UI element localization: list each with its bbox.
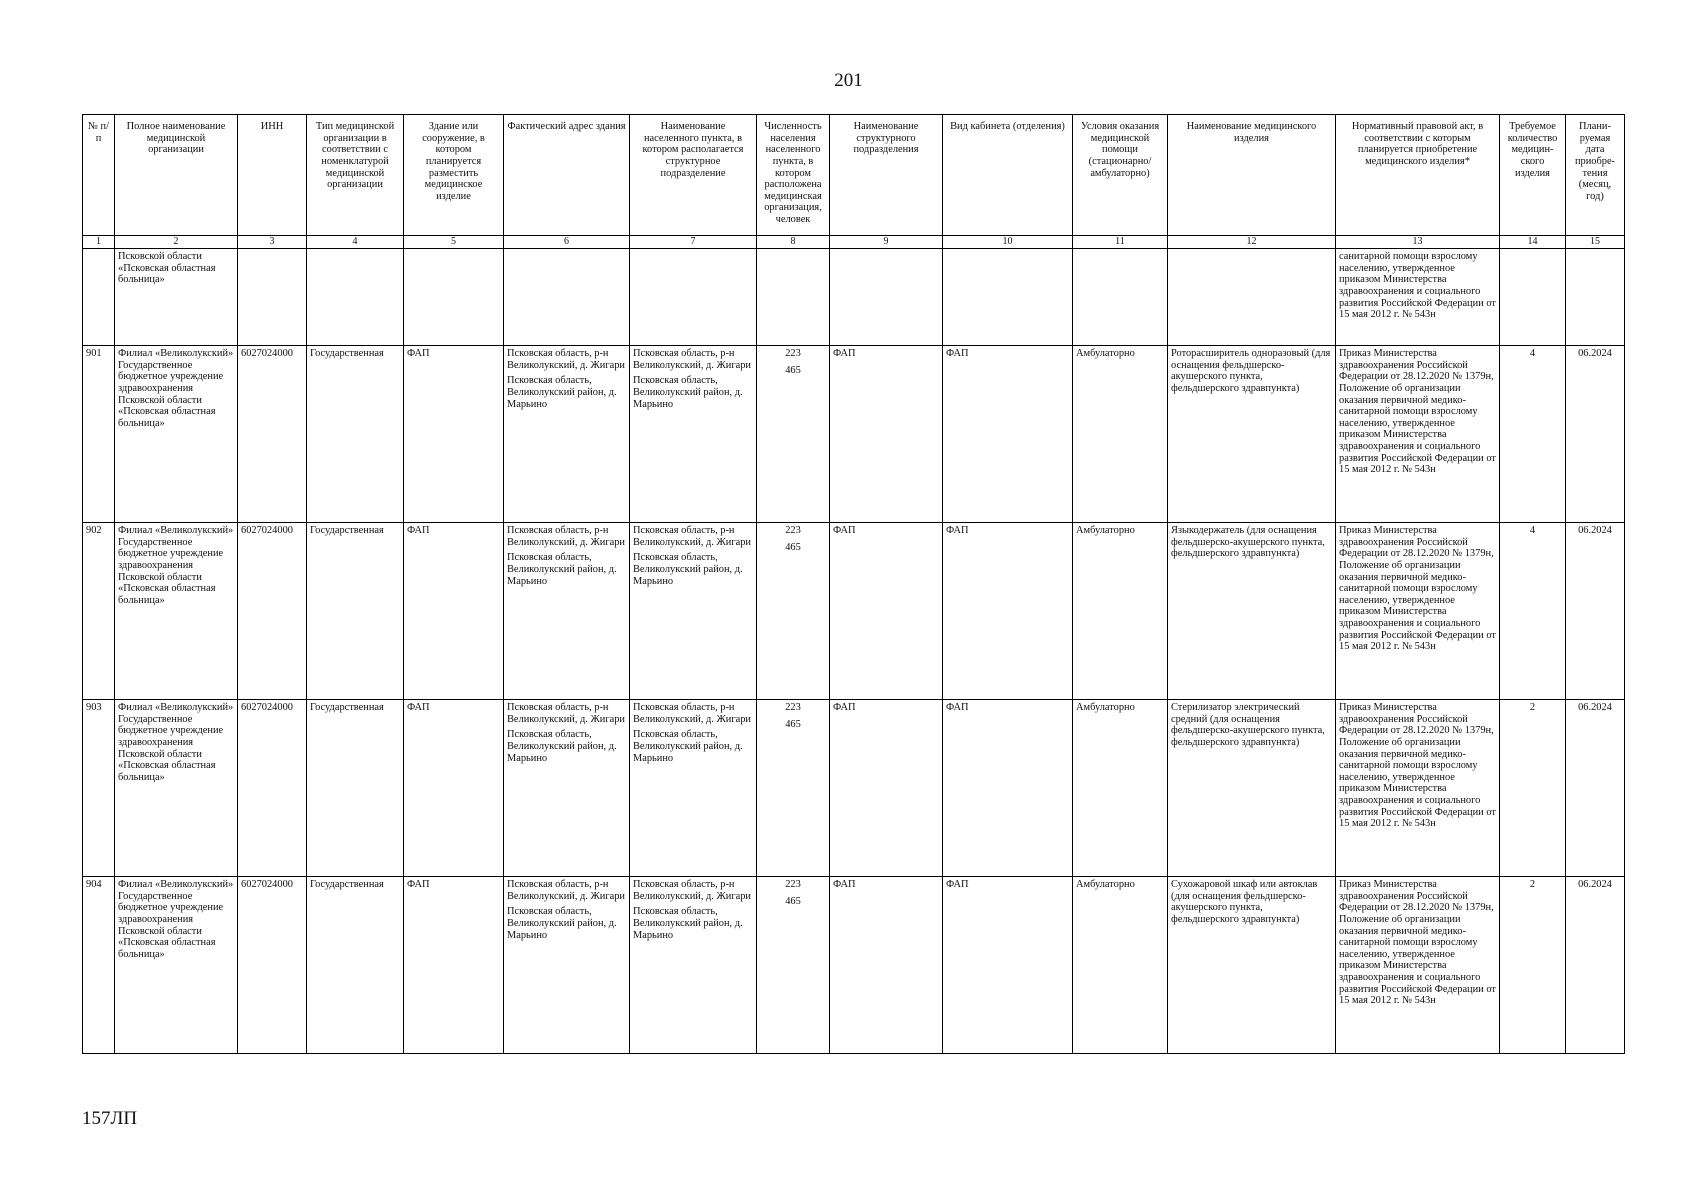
- table-row: [83, 700, 1625, 877]
- type-cell: Государственная: [307, 700, 404, 877]
- column-number: 14: [1500, 236, 1566, 249]
- conditions-cell: Амбулаторно: [1073, 877, 1168, 1054]
- quantity-cell: 2: [1500, 877, 1566, 1054]
- org-cell: Псковской области «Псковская областная больница»: [115, 249, 238, 346]
- act-cell: Приказ Министерства здравоохранения Российской Федерации от 28.12.2020 № 1379н, Положение об организации оказания первичной медико-санитарной помощи взрослому населению, утвержденное приказом Министерства здравоохранения и социального развития Российской Федерации от 15 мая 2012 г. № 543н: [1336, 877, 1500, 1054]
- act-cell: Приказ Министерства здравоохранения Российской Федерации от 28.12.2020 № 1379н, Положение об организации оказания первичной медико-санитарной помощи взрослому населению, утвержденное приказом Министерства здравоохранения и социального развития Российской Федерации от 15 мая 2012 г. № 543н: [1336, 523, 1500, 700]
- column-number: 4: [307, 236, 404, 249]
- inn-cell: 6027024000: [238, 877, 307, 1054]
- population-value: 465: [785, 364, 801, 376]
- building-cell: ФАП: [404, 346, 504, 523]
- locality-cell: [630, 346, 757, 523]
- population-value: 465: [785, 895, 801, 907]
- header-cell: Здание или сооружение, в котором планируется разместить медицинское изделие: [404, 115, 504, 236]
- header-cell: Численность населения населенного пункта, в котором расположена медицинская организация, человек: [757, 115, 830, 236]
- type-cell: Государственная: [307, 523, 404, 700]
- header-cell: Полное наименование медицинской организации: [115, 115, 238, 236]
- locality-line: Псковская область, р-н Великолукский, д. Жигари: [633, 702, 751, 725]
- address-cell: [504, 523, 630, 700]
- locality-cell: [630, 700, 757, 877]
- conditions-cell: Амбулаторно: [1073, 523, 1168, 700]
- quantity-cell: 2: [1500, 700, 1566, 877]
- header-cell: Условия оказания медицинской помощи (стационарно/ амбулаторно): [1073, 115, 1168, 236]
- locality-line: Псковская область, р-н Великолукский, д. Жигари: [633, 348, 751, 371]
- equipment-table: [82, 114, 1625, 1054]
- header-cell: Нормативный правовой акт, в соответствии с которым планируется приобретение медицинского изделия*: [1336, 115, 1500, 236]
- building-cell: ФАП: [404, 700, 504, 877]
- unit-cell: ФАП: [830, 346, 943, 523]
- table-row: [83, 523, 1625, 700]
- column-number: 13: [1336, 236, 1500, 249]
- header-cell: Тип медицинской организации в соответствии с номенклатурой медицинской организации: [307, 115, 404, 236]
- unit-cell: ФАП: [830, 523, 943, 700]
- unit-cell: ФАП: [830, 877, 943, 1054]
- column-number: 10: [943, 236, 1073, 249]
- device-cell: Сухожаровой шкаф или автоклав (для оснащения фельдшерско-акушерского пункта, фельдшерского здравпункта): [1168, 877, 1336, 1054]
- header-cell: Наименование структурного подразделения: [830, 115, 943, 236]
- continuation-row: [83, 249, 1625, 346]
- document-code: 157ЛП: [82, 1108, 138, 1129]
- type-cell: Государственная: [307, 877, 404, 1054]
- org-cell: Филиал «Великолукский» Государственное бюджетное учреждение здравоохранения Псковской области «Псковская областная больница»: [115, 346, 238, 523]
- org-cell: Филиал «Великолукский» Государственное бюджетное учреждение здравоохранения Псковской области «Псковская областная больница»: [115, 877, 238, 1054]
- population-cell: [757, 877, 830, 1054]
- address-line: Псковская область, р-н Великолукский, д. Жигари: [507, 879, 625, 902]
- type-cell: Государственная: [307, 346, 404, 523]
- row-number: 901: [83, 346, 115, 523]
- header-cell: Плани-руемая дата приобре-тения (месяц, год): [1566, 115, 1625, 236]
- device-cell: Стерилизатор электрический средний (для оснащения фельдшерско-акушерского пункта, фельдшерского здравпункта): [1168, 700, 1336, 877]
- address-cell: [504, 700, 630, 877]
- population-value: 223: [785, 879, 801, 890]
- act-cell: санитарной помощи взрослому населению, утвержденное приказом Министерства здравоохранения и социального развития Российской Федерации от 15 мая 2012 г. № 543н: [1336, 249, 1500, 346]
- column-number: 11: [1073, 236, 1168, 249]
- device-cell: Роторасширитель одноразовый (для оснащения фельдшерско-акушерского пункта, фельдшерского здравпункта): [1168, 346, 1336, 523]
- locality-line: Псковская область, Великолукский район, д. Марьино: [633, 729, 743, 764]
- conditions-cell: Амбулаторно: [1073, 346, 1168, 523]
- header-cell: Наименование населенного пункта, в котором располагается структурное подразделение: [630, 115, 757, 236]
- row-number: 903: [83, 700, 115, 877]
- column-number: 7: [630, 236, 757, 249]
- locality-line: Псковская область, Великолукский район, д. Марьино: [633, 906, 743, 941]
- date-cell: 06.2024: [1566, 346, 1625, 523]
- population-value: 465: [785, 718, 801, 730]
- device-cell: Языкодержатель (для оснащения фельдшерско-акушерского пункта, фельдшерского здравпункта): [1168, 523, 1336, 700]
- locality-line: Псковская область, р-н Великолукский, д. Жигари: [633, 525, 751, 548]
- date-cell: 06.2024: [1566, 700, 1625, 877]
- address-line: Псковская область, р-н Великолукский, д. Жигари: [507, 525, 625, 548]
- cabinet-cell: ФАП: [943, 523, 1073, 700]
- address-line: Псковская область, Великолукский район, д. Марьино: [507, 906, 617, 941]
- header-cell: Наименование медицинского изделия: [1168, 115, 1336, 236]
- quantity-cell: 4: [1500, 523, 1566, 700]
- header-row: [83, 115, 1625, 236]
- population-cell: [757, 346, 830, 523]
- header-cell: № п/п: [83, 115, 115, 236]
- column-number: 3: [238, 236, 307, 249]
- header-cell: Требуемое количество медицин-ского изделия: [1500, 115, 1566, 236]
- header-cell: Фактический адрес здания: [504, 115, 630, 236]
- locality-cell: [630, 523, 757, 700]
- date-cell: 06.2024: [1566, 877, 1625, 1054]
- building-cell: ФАП: [404, 523, 504, 700]
- population-cell: [757, 700, 830, 877]
- table-row: [83, 877, 1625, 1054]
- column-number: 15: [1566, 236, 1625, 249]
- quantity-cell: 4: [1500, 346, 1566, 523]
- row-number: 902: [83, 523, 115, 700]
- locality-line: Псковская область, р-н Великолукский, д. Жигари: [633, 879, 751, 902]
- cabinet-cell: ФАП: [943, 346, 1073, 523]
- building-cell: ФАП: [404, 877, 504, 1054]
- address-line: Псковская область, р-н Великолукский, д. Жигари: [507, 702, 625, 725]
- column-number: 9: [830, 236, 943, 249]
- address-cell: [504, 877, 630, 1054]
- cabinet-cell: ФАП: [943, 877, 1073, 1054]
- address-cell: [504, 346, 630, 523]
- org-cell: Филиал «Великолукский» Государственное бюджетное учреждение здравоохранения Псковской области «Псковская областная больница»: [115, 700, 238, 877]
- act-cell: Приказ Министерства здравоохранения Российской Федерации от 28.12.2020 № 1379н, Положение об организации оказания первичной медико-санитарной помощи взрослому населению, утвержденное приказом Министерства здравоохранения и социального развития Российской Федерации от 15 мая 2012 г. № 543н: [1336, 700, 1500, 877]
- conditions-cell: Амбулаторно: [1073, 700, 1168, 877]
- population-value: 223: [785, 702, 801, 713]
- header-cell: Вид кабинета (отделения): [943, 115, 1073, 236]
- address-line: Псковская область, Великолукский район, д. Марьино: [507, 552, 617, 587]
- page-number: 201: [834, 70, 863, 91]
- column-number: 5: [404, 236, 504, 249]
- cabinet-cell: ФАП: [943, 700, 1073, 877]
- row-number: 904: [83, 877, 115, 1054]
- inn-cell: 6027024000: [238, 346, 307, 523]
- inn-cell: 6027024000: [238, 523, 307, 700]
- column-number: 12: [1168, 236, 1336, 249]
- address-line: Псковская область, р-н Великолукский, д. Жигари: [507, 348, 625, 371]
- locality-line: Псковская область, Великолукский район, д. Марьино: [633, 375, 743, 410]
- population-value: 465: [785, 541, 801, 553]
- locality-cell: [630, 877, 757, 1054]
- column-number-row: [83, 236, 1625, 249]
- population-cell: [757, 523, 830, 700]
- address-line: Псковская область, Великолукский район, д. Марьино: [507, 375, 617, 410]
- table-row: [83, 346, 1625, 523]
- date-cell: 06.2024: [1566, 523, 1625, 700]
- locality-line: Псковская область, Великолукский район, д. Марьино: [633, 552, 743, 587]
- org-cell: Филиал «Великолукский» Государственное бюджетное учреждение здравоохранения Псковской области «Псковская областная больница»: [115, 523, 238, 700]
- column-number: 8: [757, 236, 830, 249]
- unit-cell: ФАП: [830, 700, 943, 877]
- act-cell: Приказ Министерства здравоохранения Российской Федерации от 28.12.2020 № 1379н, Положение об организации оказания первичной медико-санитарной помощи взрослому населению, утвержденное приказом Министерства здравоохранения и социального развития Российской Федерации от 15 мая 2012 г. № 543н: [1336, 346, 1500, 523]
- column-number: 2: [115, 236, 238, 249]
- population-value: 223: [785, 525, 801, 536]
- inn-cell: 6027024000: [238, 700, 307, 877]
- population-value: 223: [785, 348, 801, 359]
- address-line: Псковская область, Великолукский район, д. Марьино: [507, 729, 617, 764]
- column-number: 1: [83, 236, 115, 249]
- column-number: 6: [504, 236, 630, 249]
- header-cell: ИНН: [238, 115, 307, 236]
